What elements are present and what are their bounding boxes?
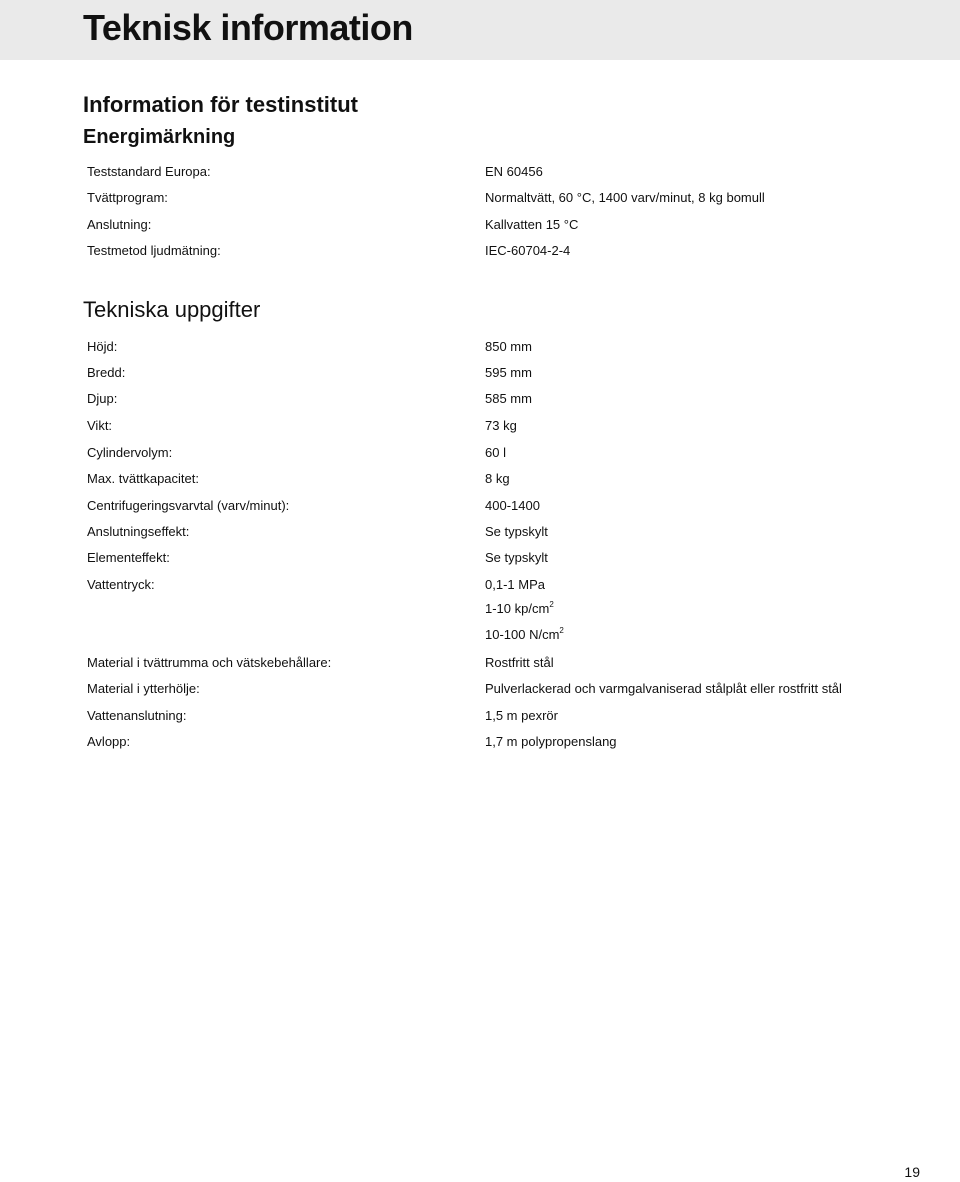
row-label: Teststandard Europa: [87, 164, 211, 179]
row-label: Vattentryck: [87, 577, 155, 592]
row-label: Vattenanslutning: [87, 708, 187, 723]
row-value: EN 60456 [485, 164, 543, 179]
row-value: 73 kg [485, 418, 517, 433]
row-label: Cylindervolym: [87, 445, 173, 460]
row-label: Max. tvättkapacitet: [87, 471, 199, 486]
superscript: 2 [549, 600, 554, 609]
table-row [0, 705, 960, 727]
row-value: 850 mm [485, 339, 532, 354]
row-value: 595 mm [485, 365, 532, 380]
row-value: IEC-60704-2-4 [485, 243, 571, 258]
row-value: Kallvatten 15 °C [485, 217, 579, 232]
row-value: 0,1-1 MPa [485, 577, 545, 592]
row-label: Vikt: [87, 418, 113, 433]
table-row [0, 574, 960, 596]
section-heading-test-institute: Information för testinstitut [83, 92, 358, 117]
table-row [0, 187, 960, 209]
table-row [0, 362, 960, 384]
row-label: Elementeffekt: [87, 550, 170, 565]
table-row [0, 388, 960, 410]
row-label: Material i ytterhölje: [87, 681, 200, 696]
row-label: Anslutning: [87, 217, 152, 232]
table-row [0, 624, 960, 646]
row-value: 8 kg [485, 471, 510, 486]
row-label: Anslutningseffekt: [87, 524, 190, 539]
row-value [485, 598, 554, 620]
row-value: Se typskylt [485, 550, 548, 565]
row-value: 400-1400 [485, 498, 540, 513]
table-row [0, 336, 960, 358]
row-label: Centrifugeringsvarvtal (varv/minut): [87, 498, 290, 513]
table-row [0, 468, 960, 490]
table-row [0, 731, 960, 753]
value-text: 1-10 kp/cm [485, 601, 550, 616]
table-row [0, 547, 960, 569]
table-row [0, 240, 960, 262]
table-row [0, 652, 960, 674]
row-value: 1,5 m pexrör [485, 708, 558, 723]
table-row [0, 678, 960, 700]
row-label: Bredd: [87, 365, 126, 380]
row-value: Se typskylt [485, 524, 548, 539]
section-heading-technical: Tekniska uppgifter [83, 297, 261, 322]
table-row [0, 161, 960, 183]
row-value: Normaltvätt, 60 °C, 1400 varv/minut, 8 kg bomull [485, 190, 765, 205]
table-row [0, 214, 960, 236]
row-value [485, 624, 564, 646]
row-value: 1,7 m polypropenslang [485, 734, 617, 749]
row-label: Höjd: [87, 339, 118, 354]
row-value: Pulverlackerad och varmgalvaniserad stålplåt eller rostfritt stål [485, 681, 842, 696]
table-row [0, 415, 960, 437]
superscript: 2 [559, 626, 564, 635]
table-row [0, 495, 960, 517]
table-row [0, 521, 960, 543]
row-label: Avlopp: [87, 734, 131, 749]
row-label: Testmetod ljudmätning: [87, 243, 221, 258]
table-row [0, 598, 960, 620]
row-label: Tvättprogram: [87, 190, 168, 205]
page-number: 19 [904, 1164, 920, 1180]
row-label: Djup: [87, 391, 118, 406]
value-text: 10-100 N/cm [485, 627, 560, 642]
row-label: Material i tvättrumma och vätskebehållare: [87, 655, 332, 670]
row-value: 60 l [485, 445, 506, 460]
subheading-energy-label: Energimärkning [83, 126, 236, 148]
page-title: Teknisk information [83, 7, 413, 48]
row-value: Rostfritt stål [485, 655, 554, 670]
row-value: 585 mm [485, 391, 532, 406]
table-row [0, 442, 960, 464]
